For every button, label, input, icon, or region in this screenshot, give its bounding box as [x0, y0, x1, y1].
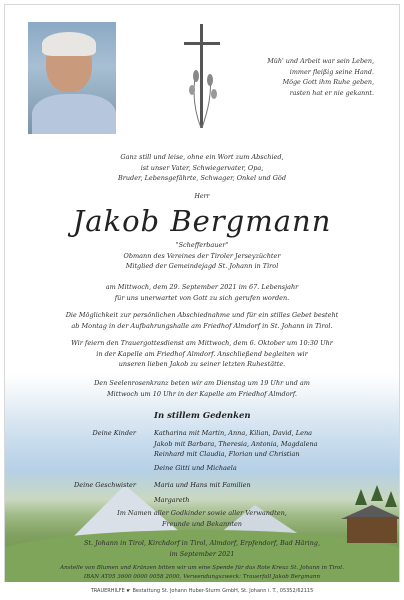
kinder-label: Deine Kinder [92, 429, 136, 437]
donation-line: Anstelle von Blumen und Kränzen bitten wir um eine Spende für das Rote Kreuz St. Johann in Tirol. [60, 565, 344, 571]
portrait-hair [42, 32, 96, 56]
geschwister-label: Deine Geschwister [74, 481, 136, 489]
geschwister-line: Margareth [154, 495, 190, 504]
rosary-line: Mittwoch um 10 Uhr in der Kapelle am Friedhof Almdorf. [107, 389, 297, 398]
tree-icon [371, 485, 383, 501]
salutation: Herr [194, 193, 210, 200]
role-line: Obmann des Vereines der Tiroler Jerseyzüchter [123, 251, 281, 260]
kinder-line: Katharina mit Martin, Anna, Kilian, David, Lena [154, 429, 313, 437]
viewing-line: ab Montag in der Aufbahrungshalle am Friedhof Almdorf in St. Johann in Tirol. [71, 321, 333, 330]
donation-text [20, 564, 384, 581]
role-line: Mitglied der Gemeindejagd St. Johann in Tirol [125, 262, 279, 271]
service-line: unseren lieben Jakob zu seiner letzten Ruhestätte. [118, 360, 286, 369]
deceased-name: Jakob Bergmann [72, 204, 332, 238]
intro-line: ist unser Vater, Schwiegervater, Opa, [140, 163, 264, 172]
motto-line: Müh' und Arbeit war sein Leben, [267, 57, 374, 65]
gedenken-title: In stillem Gedenken [154, 411, 251, 421]
place-date-text [20, 538, 384, 559]
relatives-line: Im Namen aller Godkinder sowie aller Verwandten, [117, 509, 287, 517]
date-line: im September 2021 [169, 549, 235, 558]
viewing-text [20, 310, 384, 331]
service-line: in der Kapelle am Friedhof Almdorf. Anschließend begleiten wir [96, 349, 308, 358]
cross-icon [174, 20, 230, 140]
kinder-list [154, 428, 318, 460]
geschwister-line: Maria und Hans mit Familien [154, 481, 251, 489]
place-line: St. Johann in Tirol, Kirchdorf in Tirol, Almdorf, Erpfendorf, Bad Häring, [83, 539, 321, 547]
motto-verse [224, 56, 374, 98]
geschwister-list [154, 480, 251, 505]
service-text [20, 338, 384, 370]
donation-line: IBAN AT05 3600 0000 0058 2000, Verwendungszweck: Trauerfall Jakob Bergmann [83, 573, 321, 580]
motto-line: rasten hat er nie gekannt. [289, 88, 374, 97]
portrait-photo [28, 22, 116, 134]
rosary-line: Den Seelenrosenkranz beten wir am Dienstag um 19 Uhr und am [94, 379, 310, 387]
motto-line: immer fleißig seine Hand. [289, 67, 374, 76]
passing-text [20, 282, 384, 303]
intro-line: Bruder, Lebensgefährte, Schwager, Onkel und Göd [117, 174, 287, 183]
relatives-text [20, 508, 384, 529]
kinder-line: Reinhard mit Claudia, Florian und Christian [154, 450, 300, 459]
relatives-line: Freunde und Bekannten [162, 519, 242, 528]
portrait-shirt [32, 94, 116, 134]
footer-credit: TRAUERHILFE ☛ Bestattung St. Johann Huber-Sturm GmbH, St. Johann i. T., 05352/62115 [0, 582, 404, 600]
kinder-line: Jakob mit Barbara, Theresia, Antonia, Magdalena [154, 439, 318, 448]
intro-text [20, 152, 384, 184]
passing-line: für uns unerwartet von Gott zu sich gerufen worden. [114, 293, 290, 302]
intro-line: Ganz still und leise, ohne ein Wort zum Abschied, [120, 153, 284, 161]
tree-icon [355, 489, 367, 505]
service-line: Wir feiern den Trauergottesdienst am Mittwoch, dem 6. Oktober um 10:30 Uhr [71, 339, 333, 347]
partner-line: Deine Gitti und Michaela [154, 464, 237, 472]
rosary-text [20, 378, 384, 399]
viewing-line: Die Möglichkeit zur persönlichen Abschiednahme und für ein stilles Gebet besteht [65, 311, 339, 319]
roles-text [20, 240, 384, 272]
nickname: "Schefferbauer" [175, 241, 229, 249]
passing-line: am Mittwoch, dem 29. September 2021 im 67. Lebensjahr [105, 283, 299, 291]
motto-line: Möge Gott ihm Ruhe geben, [282, 78, 374, 86]
